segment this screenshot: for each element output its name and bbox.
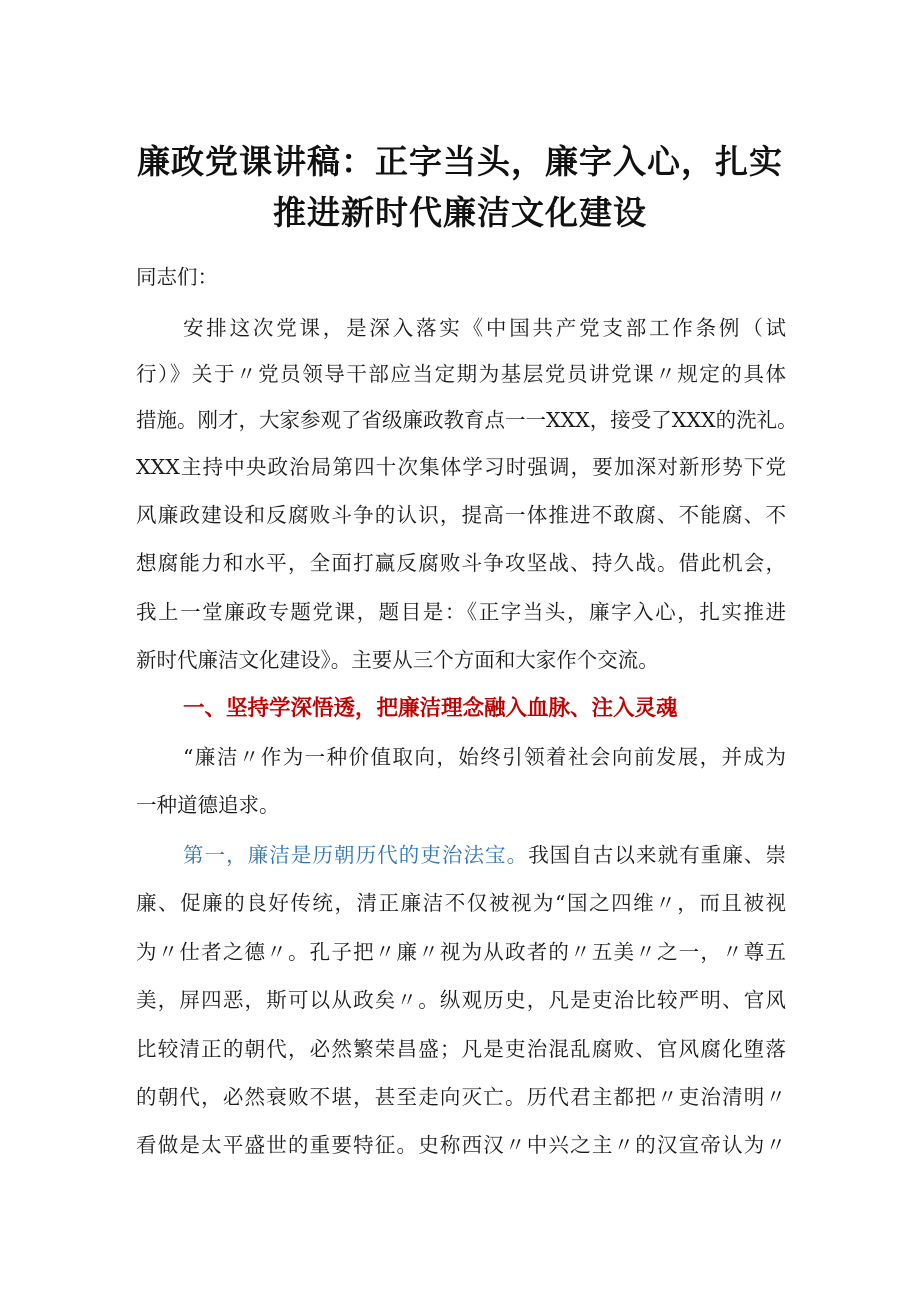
paragraph-1-line: 新时代廉洁文化建设》。主要从三个方面和大家作个交流。: [136, 648, 659, 672]
paragraph-3-line: 的朝代，必然衰败不堪，甚至走向灭亡。历代君主都把〃吏治清明〃: [136, 1085, 786, 1109]
document-title-line-1: 廉政党课讲稿：正字当头，廉字入心，扎实: [137, 142, 783, 181]
paragraph-1-line: 行）》关于〃党员领导干部应当定期为基层党员讲党课〃规定的具体: [136, 362, 786, 386]
paragraph-3-lead-sentence: 第一，廉洁是历朝历代的吏治法宝。: [183, 843, 529, 867]
paragraph-1-line: 安排这次党课，是深入落实《中国共产党支部工作条例（试: [183, 316, 786, 340]
paragraph-3-first-line: [183, 840, 786, 870]
paragraph-3-line: 看做是太平盛世的重要特征。史称西汉〃中兴之主〃的汉宣帝认为〃: [136, 1133, 786, 1157]
paragraph-3-line: 为〃仕者之德〃。孔子把〃廉〃视为从政者的〃五美〃之一，〃尊五: [136, 940, 786, 964]
paragraph-1-line: 我上一堂廉政专题党课，题目是：《正字当头，廉字入心，扎实推进: [136, 600, 786, 624]
section-1-heading: 一、坚持学深悟透，把廉洁理念融入血脉、注入灵魂: [183, 696, 678, 721]
paragraph-2-line: 一种道德追求。: [136, 793, 280, 817]
paragraph-3-line: 比较清正的朝代，必然繁荣昌盛；凡是吏治混乱腐败、官风腐化堕落: [136, 1037, 786, 1061]
paragraph-2-line: “廉洁〃作为一种价值取向，始终引领着社会向前发展，并成为: [183, 745, 786, 769]
paragraph-3-line: 廉、促廉的良好传统，清正廉洁不仅被视为“国之四维〃，而且被视: [136, 891, 786, 915]
paragraph-3-line: 美，屏四恶，斯可以从政矣〃。纵观历史，凡是吏治比较严明、官风: [136, 988, 786, 1012]
paragraph-1-line: 措施。刚才，大家参观了省级廉政教育点一一XXX，接受了XXX的洗礼。: [136, 408, 798, 432]
paragraph-1-line: XXX主持中央政治局第四十次集体学习时强调，要加深对新形势下党: [136, 455, 786, 479]
salutation: 同志们：: [136, 265, 218, 289]
document-title-line-2: 推进新时代廉洁文化建设: [273, 193, 647, 232]
paragraph-1-line: 想腐能力和水平，全面打赢反腐败斗争攻坚战、持久战。借此机会，: [136, 551, 786, 575]
paragraph-1-line: 风廉政建设和反腐败斗争的认识，提高一体推进不敢腐、不能腐、不: [136, 503, 786, 527]
paragraph-3-first-line-rest: 我国自古以来就有重廉、崇: [528, 843, 787, 867]
